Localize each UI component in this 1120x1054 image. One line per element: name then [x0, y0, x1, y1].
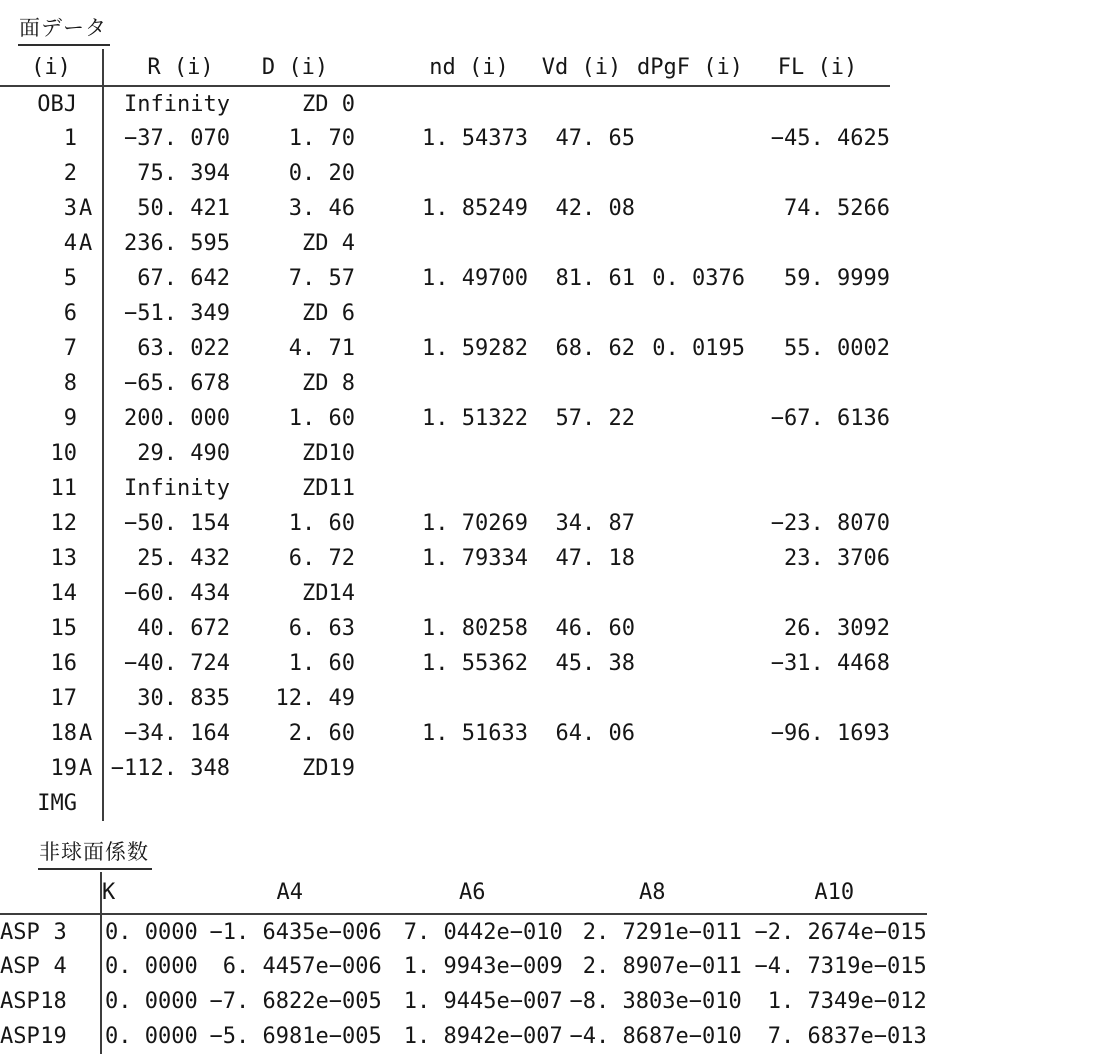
- distance-value: ZD14: [302, 581, 355, 606]
- abbe-number-value: 46. 60: [555, 616, 635, 641]
- abbe-number-value: [528, 436, 635, 471]
- aspheric-surface-cell: [0, 1019, 101, 1054]
- a6-coefficient-value: 1. 9445e−007: [403, 989, 563, 1014]
- abbe-number-value: 42. 08: [555, 196, 635, 221]
- refractive-index-value: 1. 51322: [422, 406, 528, 431]
- distance-value: 3. 46: [288, 196, 355, 221]
- a10-coefficient-value: 1. 7349e−012: [767, 989, 927, 1014]
- conic-constant-value: 0. 0000: [105, 1024, 198, 1049]
- surface-header-row: [0, 49, 890, 86]
- asp-prefix: ASP: [0, 919, 40, 945]
- asp-surface-number: 19: [40, 1024, 67, 1049]
- surface-index-cell: [0, 716, 103, 751]
- surface-index-cell: [0, 681, 103, 716]
- surface-index: 7: [63, 336, 77, 361]
- abbe-number-value: [528, 366, 635, 401]
- a8-coefficient-value: −4. 8687e−010: [569, 1024, 742, 1049]
- distance-value: 7. 57: [288, 266, 355, 291]
- col-header-partial-dispersion: dPgF (i): [635, 49, 745, 86]
- abbe-number-value: [528, 751, 635, 786]
- distance-value: ZD10: [302, 441, 355, 466]
- surface-index: 9: [63, 406, 77, 431]
- radius-value: −65. 678: [124, 371, 230, 396]
- col-header-blank: [0, 872, 101, 914]
- refractive-index-value: 1. 80258: [422, 616, 528, 641]
- focal-length-value: 55. 0002: [784, 336, 890, 361]
- partial-dispersion-value: [635, 156, 745, 191]
- surface-index-cell: [0, 751, 103, 786]
- distance-value: ZD19: [302, 756, 355, 781]
- distance-value: ZD 6: [302, 301, 355, 326]
- surface-index: 1: [63, 126, 77, 151]
- focal-length-value: 74. 5266: [784, 196, 890, 221]
- radius-value: −34. 164: [124, 721, 230, 746]
- col-header-radius: R (i): [103, 49, 235, 86]
- surface-table-row: [0, 471, 890, 506]
- partial-dispersion-value: [635, 786, 745, 821]
- surface-index-cell: [0, 366, 103, 401]
- refractive-index-value: 1. 85249: [422, 196, 528, 221]
- partial-dispersion-value: [635, 471, 745, 506]
- focal-length-value: [745, 366, 890, 401]
- a8-coefficient-value: 2. 7291e−011: [582, 919, 742, 945]
- a6-coefficient-value: 1. 8942e−007: [403, 1024, 563, 1049]
- partial-dispersion-value: [635, 576, 745, 611]
- focal-length-value: [745, 156, 890, 191]
- surface-index: 14: [50, 581, 77, 606]
- partial-dispersion-value: [635, 751, 745, 786]
- asp-surface-number: 3: [53, 919, 67, 945]
- focal-length-value: [745, 436, 890, 471]
- conic-constant-value: 0. 0000: [105, 919, 198, 945]
- surface-table-row: [0, 786, 890, 821]
- col-header-distance: D (i): [235, 49, 355, 86]
- radius-value: −112. 348: [110, 756, 230, 781]
- distance-value: 0. 20: [288, 161, 355, 186]
- distance-value: ZD11: [302, 476, 355, 501]
- surface-index-cell: [0, 786, 103, 821]
- surface-index-cell: [0, 296, 103, 331]
- surface-index: 6: [63, 301, 77, 326]
- refractive-index-value: 1. 70269: [422, 511, 528, 536]
- aspheric-surface-cell: [0, 914, 101, 949]
- radius-value: Infinity: [124, 476, 230, 501]
- focal-length-value: [745, 471, 890, 506]
- partial-dispersion-value: [635, 401, 745, 436]
- aspheric-table-row: [0, 914, 927, 949]
- partial-dispersion-value: 0. 0376: [652, 266, 745, 291]
- surface-table-row: [0, 121, 890, 156]
- refractive-index-value: 1. 51633: [422, 721, 528, 746]
- refractive-index-value: [355, 226, 528, 261]
- col-header-a10: A10: [742, 872, 927, 914]
- surface-table-row: [0, 506, 890, 541]
- radius-value: 29. 490: [137, 441, 230, 466]
- surface-table-row: [0, 716, 890, 751]
- a4-coefficient-value: 6. 4457e−006: [222, 954, 382, 979]
- radius-value: 30. 835: [137, 686, 230, 711]
- partial-dispersion-value: [635, 716, 745, 751]
- col-header-refractive-index: nd (i): [355, 49, 528, 86]
- partial-dispersion-value: [635, 681, 745, 716]
- focal-length-value: −67. 6136: [770, 406, 890, 431]
- distance-value: ZD 8: [302, 371, 355, 396]
- surface-table-row: [0, 296, 890, 331]
- focal-length-value: [745, 296, 890, 331]
- focal-length-value: −96. 1693: [770, 721, 890, 746]
- col-header-conic: K: [101, 872, 198, 914]
- surface-table-row: [0, 366, 890, 401]
- radius-value: 40. 672: [137, 616, 230, 641]
- abbe-number-value: [528, 86, 635, 121]
- refractive-index-value: [355, 681, 528, 716]
- radius-value: 63. 022: [137, 336, 230, 361]
- focal-length-value: [745, 751, 890, 786]
- partial-dispersion-value: [635, 611, 745, 646]
- partial-dispersion-value: [635, 226, 745, 261]
- surface-table-row: [0, 401, 890, 436]
- focal-length-value: [745, 86, 890, 121]
- conic-constant-value: 0. 0000: [105, 954, 198, 979]
- distance-value: 1. 60: [288, 511, 355, 536]
- surface-index: 8: [63, 371, 77, 396]
- surface-index-cell: [0, 121, 103, 156]
- surface-index-cell: [0, 576, 103, 611]
- abbe-number-value: 45. 38: [555, 651, 635, 676]
- col-header-index: (i): [0, 49, 103, 86]
- surface-table-row: [0, 191, 890, 226]
- aspheric-coefficients-title: 非球面係数: [38, 836, 152, 870]
- aspheric-surface-cell: [0, 949, 101, 984]
- refractive-index-value: 1. 49700: [422, 266, 528, 291]
- aspheric-coefficients-table: [0, 872, 927, 1054]
- partial-dispersion-value: [635, 121, 745, 156]
- refractive-index-value: 1. 54373: [422, 126, 528, 151]
- radius-value: 236. 595: [124, 231, 230, 256]
- radius-value: 25. 432: [137, 546, 230, 571]
- abbe-number-value: 81. 61: [555, 266, 635, 291]
- surface-index: 10: [50, 441, 77, 466]
- surface-table-row: [0, 226, 890, 261]
- aspheric-marker: A: [79, 721, 93, 746]
- surface-index: 4: [63, 231, 77, 256]
- surface-table-row: [0, 646, 890, 681]
- focal-length-value: 59. 9999: [784, 266, 890, 291]
- conic-constant-value: 0. 0000: [105, 989, 198, 1014]
- surface-index: 15: [50, 616, 77, 641]
- refractive-index-value: [355, 86, 528, 121]
- aspheric-marker: A: [79, 196, 93, 221]
- abbe-number-value: 47. 18: [555, 546, 635, 571]
- partial-dispersion-value: [635, 86, 745, 121]
- surface-index: IMG: [37, 791, 77, 816]
- surface-index: 11: [50, 476, 77, 501]
- radius-value: −40. 724: [124, 651, 230, 676]
- surface-index-cell: [0, 331, 103, 366]
- asp-surface-number: 18: [40, 989, 67, 1014]
- distance-value: ZD 4: [302, 231, 355, 256]
- col-header-a6: A6: [382, 872, 563, 914]
- surface-table-row: [0, 156, 890, 191]
- distance-value: 12. 49: [275, 686, 355, 711]
- abbe-number-value: 64. 06: [555, 721, 635, 746]
- abbe-number-value: 34. 87: [555, 511, 635, 536]
- aspheric-marker: A: [79, 756, 93, 781]
- refractive-index-value: 1. 79334: [422, 546, 528, 571]
- surface-table-row: [0, 751, 890, 786]
- surface-index-cell: [0, 541, 103, 576]
- radius-value: −50. 154: [124, 511, 230, 536]
- surface-index: OBJ: [37, 91, 77, 117]
- distance-value: 6. 72: [288, 546, 355, 571]
- radius-value: [103, 786, 235, 821]
- radius-value: Infinity: [124, 91, 230, 117]
- aspheric-table-row: [0, 1019, 927, 1054]
- a10-coefficient-value: −2. 2674e−015: [754, 919, 927, 945]
- abbe-number-value: [528, 786, 635, 821]
- asp-prefix: ASP: [0, 954, 40, 979]
- surface-data-title: 面データ: [18, 12, 110, 46]
- distance-value: 4. 71: [288, 336, 355, 361]
- abbe-number-value: 68. 62: [555, 336, 635, 361]
- a10-coefficient-value: −4. 7319e−015: [754, 954, 927, 979]
- col-header-focal-length: FL (i): [745, 49, 890, 86]
- focal-length-value: −31. 4468: [770, 651, 890, 676]
- surface-table-row: [0, 86, 890, 121]
- surface-index: 13: [50, 546, 77, 571]
- a6-coefficient-value: 1. 9943e−009: [403, 954, 563, 979]
- focal-length-value: −23. 8070: [770, 511, 890, 536]
- surface-index: 12: [50, 511, 77, 536]
- refractive-index-value: [355, 576, 528, 611]
- a8-coefficient-value: 2. 8907e−011: [582, 954, 742, 979]
- surface-index-cell: [0, 401, 103, 436]
- refractive-index-value: [355, 471, 528, 506]
- refractive-index-value: [355, 751, 528, 786]
- refractive-index-value: 1. 55362: [422, 651, 528, 676]
- abbe-number-value: [528, 296, 635, 331]
- surface-index: 3: [63, 196, 77, 221]
- surface-index: 19: [50, 756, 77, 781]
- col-header-abbe-number: Vd (i): [528, 49, 635, 86]
- surface-table-row: [0, 576, 890, 611]
- partial-dispersion-value: [635, 541, 745, 576]
- col-header-a4: A4: [198, 872, 382, 914]
- surface-table-row: [0, 436, 890, 471]
- partial-dispersion-value: [635, 191, 745, 226]
- focal-length-value: 26. 3092: [784, 616, 890, 641]
- radius-value: −51. 349: [124, 301, 230, 326]
- refractive-index-value: [355, 156, 528, 191]
- partial-dispersion-value: 0. 0195: [652, 336, 745, 361]
- surface-table-row: [0, 541, 890, 576]
- abbe-number-value: [528, 576, 635, 611]
- surface-index-cell: [0, 261, 103, 296]
- radius-value: 67. 642: [137, 266, 230, 291]
- a4-coefficient-value: −7. 6822e−005: [209, 989, 382, 1014]
- surface-index: 17: [50, 686, 77, 711]
- radius-value: −37. 070: [124, 126, 230, 151]
- distance-value: 6. 63: [288, 616, 355, 641]
- focal-length-value: [745, 576, 890, 611]
- refractive-index-value: 1. 59282: [422, 336, 528, 361]
- distance-value: 1. 60: [288, 406, 355, 431]
- radius-value: 75. 394: [137, 161, 230, 186]
- focal-length-value: [745, 786, 890, 821]
- abbe-number-value: [528, 156, 635, 191]
- surface-index-cell: [0, 646, 103, 681]
- distance-value: 2. 60: [288, 721, 355, 746]
- a8-coefficient-value: −8. 3803e−010: [569, 989, 742, 1014]
- distance-value: 1. 70: [288, 126, 355, 151]
- distance-value: 1. 60: [288, 651, 355, 676]
- aspheric-surface-cell: [0, 984, 101, 1019]
- radius-value: 200. 000: [124, 406, 230, 431]
- refractive-index-value: [355, 366, 528, 401]
- surface-index-cell: [0, 226, 103, 261]
- radius-value: 50. 421: [137, 196, 230, 221]
- surface-index-cell: [0, 156, 103, 191]
- surface-table-row: [0, 681, 890, 716]
- partial-dispersion-value: [635, 646, 745, 681]
- col-header-a8: A8: [563, 872, 742, 914]
- radius-value: −60. 434: [124, 581, 230, 606]
- abbe-number-value: [528, 226, 635, 261]
- surface-index-cell: [0, 86, 103, 121]
- surface-table-row: [0, 611, 890, 646]
- partial-dispersion-value: [635, 366, 745, 401]
- a10-coefficient-value: 7. 6837e−013: [767, 1024, 927, 1049]
- surface-index-cell: [0, 611, 103, 646]
- asp-prefix: ASP: [0, 989, 40, 1014]
- focal-length-value: [745, 681, 890, 716]
- focal-length-value: −45. 4625: [770, 126, 890, 151]
- partial-dispersion-value: [635, 296, 745, 331]
- abbe-number-value: [528, 681, 635, 716]
- distance-value: [235, 786, 355, 821]
- aspheric-table-row: [0, 984, 927, 1019]
- refractive-index-value: [355, 296, 528, 331]
- distance-value: ZD 0: [302, 91, 355, 117]
- surface-index: 5: [63, 266, 77, 291]
- focal-length-value: 23. 3706: [784, 546, 890, 571]
- asp-surface-number: 4: [53, 954, 67, 979]
- aspheric-header-row: [0, 872, 927, 914]
- partial-dispersion-value: [635, 436, 745, 471]
- surface-index-cell: [0, 436, 103, 471]
- surface-index-cell: [0, 471, 103, 506]
- surface-index: 18: [50, 721, 77, 746]
- aspheric-table-row: [0, 949, 927, 984]
- a4-coefficient-value: −5. 6981e−005: [209, 1024, 382, 1049]
- surface-table-row: [0, 331, 890, 366]
- a6-coefficient-value: 7. 0442e−010: [403, 919, 563, 945]
- abbe-number-value: [528, 471, 635, 506]
- focal-length-value: [745, 226, 890, 261]
- abbe-number-value: 47. 65: [555, 126, 635, 151]
- asp-prefix: ASP: [0, 1024, 40, 1049]
- surface-index: 16: [50, 651, 77, 676]
- surface-index-cell: [0, 506, 103, 541]
- surface-table-row: [0, 261, 890, 296]
- surface-data-table: [0, 49, 890, 821]
- refractive-index-value: [355, 786, 528, 821]
- a4-coefficient-value: −1. 6435e−006: [209, 919, 382, 945]
- aspheric-marker: A: [79, 231, 93, 256]
- abbe-number-value: 57. 22: [555, 406, 635, 431]
- partial-dispersion-value: [635, 506, 745, 541]
- refractive-index-value: [355, 436, 528, 471]
- surface-index: 2: [63, 161, 77, 186]
- surface-index-cell: [0, 191, 103, 226]
